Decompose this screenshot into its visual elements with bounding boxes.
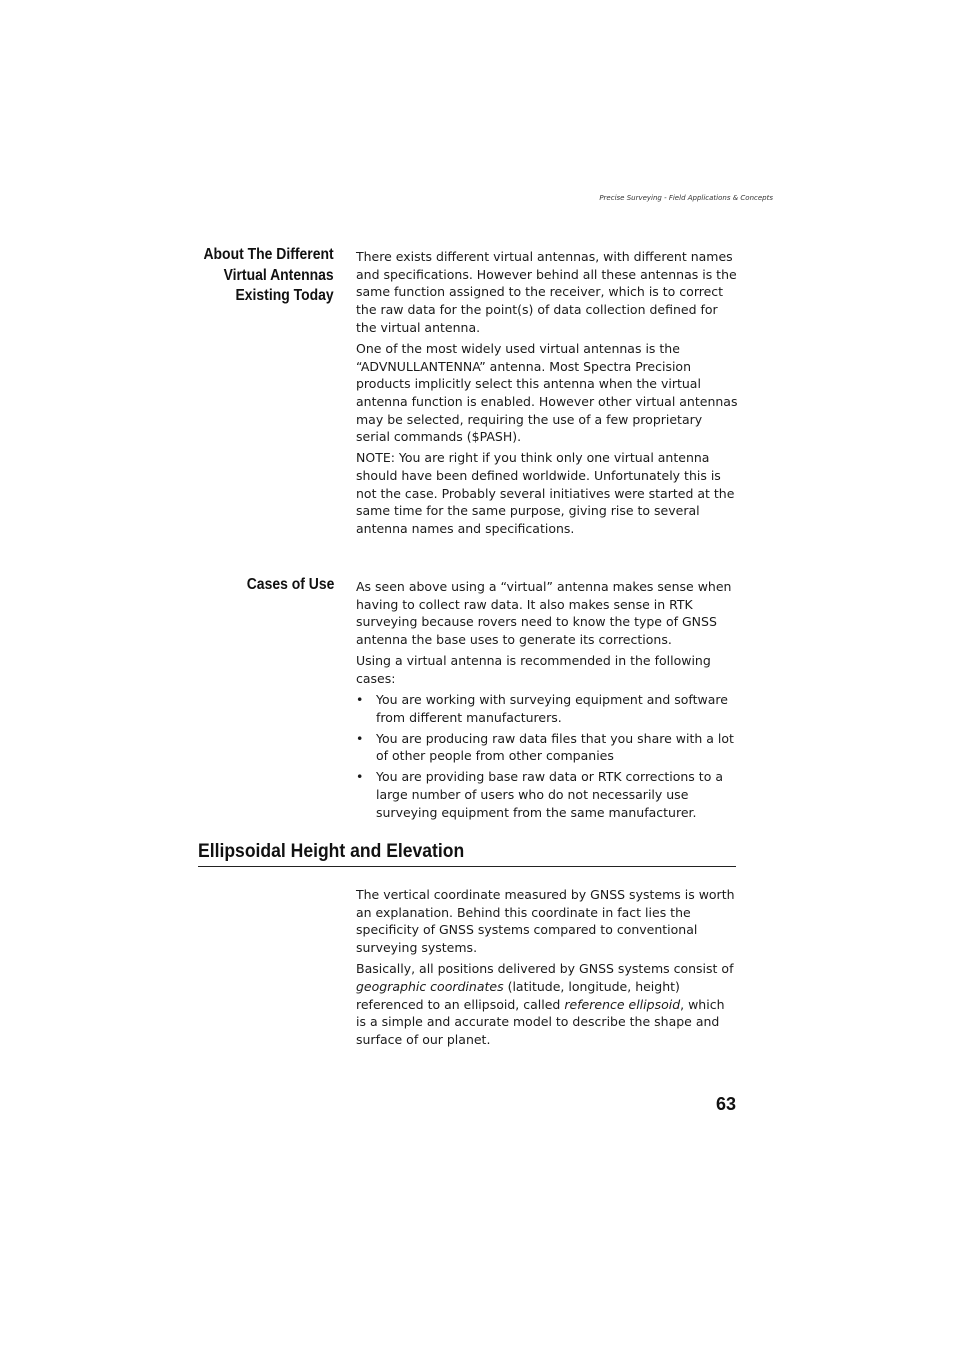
- page-number: 63: [715, 1094, 736, 1114]
- heading-line: Virtual Antennas: [223, 266, 334, 284]
- list-item: [356, 691, 738, 726]
- list-item: [356, 730, 738, 765]
- bullet-list: [356, 691, 738, 822]
- list-item: [356, 768, 738, 821]
- paragraph: As seen above using a “virtual” antenna makes sense when having to collect raw data. It also makes sense in RTK surveying because rovers need to know the type of GNSS antenna the base uses to generate its corrections.: [356, 579, 732, 648]
- section-title-text: Ellipsoidal Height and Elevation: [198, 840, 465, 862]
- paragraph: [356, 960, 738, 1049]
- paragraph: Using a virtual antenna is recommended in the following cases:: [356, 653, 711, 686]
- virtual-antennas-body: [356, 248, 738, 541]
- term-geographic-coordinates: geographic coordinates: [356, 978, 504, 994]
- heading-line: Existing Today: [235, 287, 334, 304]
- heading-line: Cases of Use: [246, 576, 334, 593]
- text-run: , which is a simple and accurate model to describe the shape and surface of our planet.: [356, 996, 725, 1047]
- term-reference-ellipsoid: reference ellipsoid: [564, 996, 681, 1012]
- bullet-icon: •: [356, 769, 364, 785]
- text-run: (latitude, longitude, height) referenced to an ellipsoid, called: [356, 978, 680, 1012]
- paragraph: One of the most widely used virtual antennas is the “ADVNULLANTENNA” antenna. Most Spectra Precision products implicitly select this antenna when the virtual antenna function is enabled. However other virtual antennas may be selected, requiring the use of a few proprietary serial commands ($PASH).: [356, 340, 738, 445]
- bullet-icon: •: [356, 730, 364, 746]
- note-paragraph: NOTE: You are right if you think only one virtual antenna should have been defined worldwide. Unfortunately this is not the case. Probably several initiatives were started at the same time for the same purpose, giving rise to several antenna names and specifications.: [356, 450, 735, 537]
- list-item-text: You are producing raw data files that you share with a lot of other people from other companies: [376, 730, 734, 764]
- cases-of-use-body: [356, 578, 738, 825]
- section-title: [198, 838, 736, 867]
- list-item-text: You are providing base raw data or RTK corrections to a large number of users who do not necessarily use surveying equipment from the same manufacturer.: [376, 769, 723, 820]
- paragraph: There exists different virtual antennas, with different names and specifications. However behind all these antennas is the same function assigned to the receiver, which is to correct the raw data for the point(s) of data collection defined for the virtual antenna.: [356, 249, 737, 335]
- running-header: Precise Surveying - Field Applications & Concepts: [599, 194, 773, 202]
- list-item-text: You are working with surveying equipment and software from different manufacturers.: [376, 691, 728, 725]
- text-run: Basically, all positions delivered by GNSS systems consist of: [356, 961, 734, 977]
- ellipsoidal-body: [356, 886, 738, 1052]
- heading-line: About The Different: [203, 246, 334, 263]
- paragraph: The vertical coordinate measured by GNSS systems is worth an explanation. Behind this coordinate in fact lies the specificity of GNSS systems compared to conventional surveying systems.: [356, 887, 735, 956]
- heading-cases-of-use: [246, 575, 334, 596]
- bullet-icon: •: [356, 691, 364, 707]
- heading-virtual-antennas: [204, 245, 334, 307]
